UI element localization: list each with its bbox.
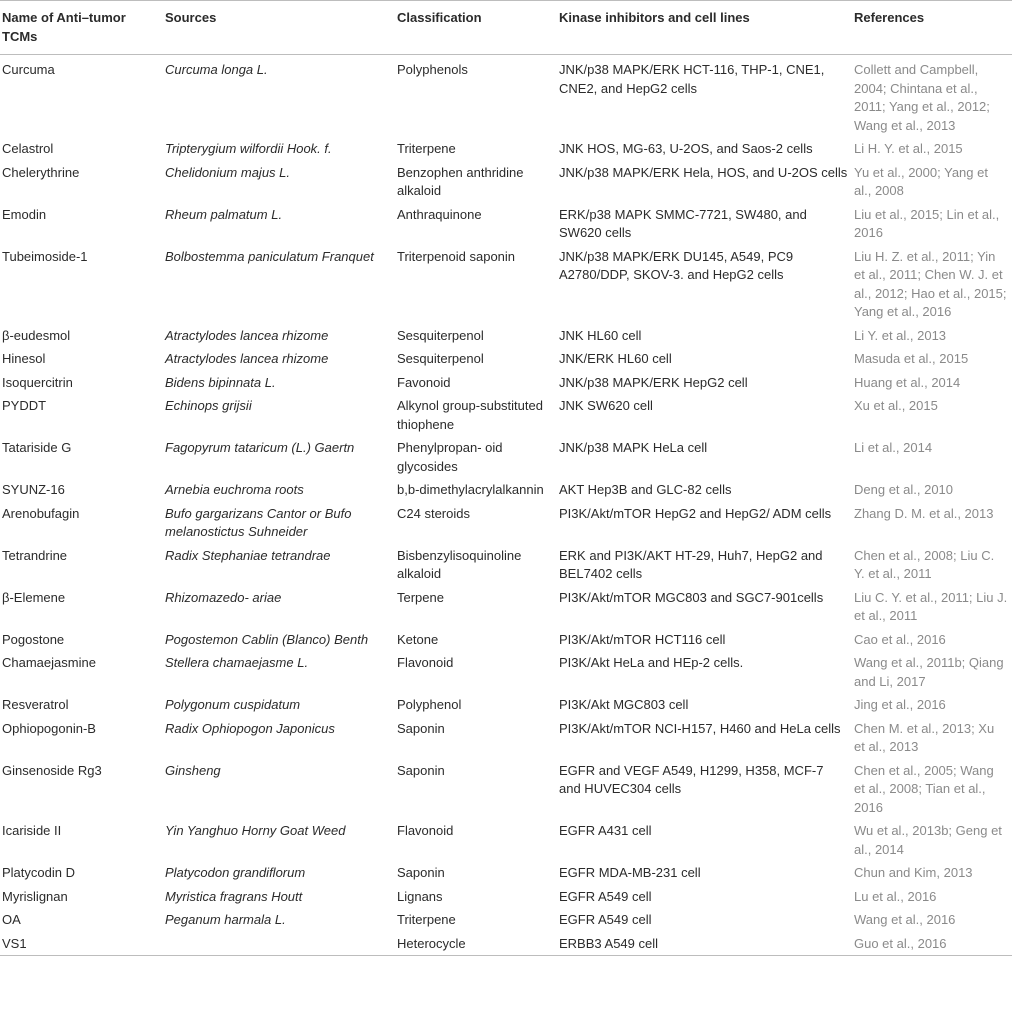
cell-references: Li Y. et al., 2013 [854, 327, 947, 343]
cell-classification: Sesquiterpenol [397, 327, 484, 343]
cell-kinase: JNK/p38 MAPK/ERK Hela, HOS, and U-2OS cells [559, 164, 848, 180]
cell-name: Celastrol [2, 141, 54, 156]
cell-kinase: ERK and PI3K/AKT HT-29, Huh7, HepG2 and BEL7402 cells [559, 547, 823, 581]
cell-name: Tetrandrine [2, 547, 68, 563]
cell-references: Wang et al., 2016 [854, 912, 956, 927]
table-row [0, 819, 1012, 861]
cell-source: Yin Yanghuo Horny Goat Weed [165, 823, 346, 838]
cell-name: Isoquercitrin [2, 374, 73, 390]
cell-classification: Flavonoid [397, 655, 454, 670]
cell-source: Radix Stephaniae tetrandrae [165, 547, 331, 563]
cell-references: Wang et al., 2011b; Qiang and Li, 2017 [854, 655, 1004, 689]
cell-name: SYUNZ-16 [2, 482, 65, 497]
cell-source: Rhizomazedo- ariae [165, 589, 282, 605]
table-row [0, 502, 1012, 544]
cell-classification: Alkynol group-substituted thiophene [397, 398, 543, 432]
cell-kinase: PI3K/Akt/mTOR MGC803 and SGC7-901cells [559, 589, 824, 605]
cell-references: Zhang D. M. et al., 2013 [854, 505, 994, 521]
cell-name: Tatariside G [2, 440, 72, 455]
cell-source: Curcuma longa L. [165, 62, 268, 77]
cell-classification: b,b-dimethylacrylalkannin [397, 482, 544, 497]
cell-references: Li H. Y. et al., 2015 [854, 141, 963, 156]
cell-references: Collett and Campbell, 2004; Chintana et al., 2011; Yang et al., 2012; Wang et al., 2013 [854, 62, 990, 133]
cell-kinase: JNK HOS, MG-63, U-2OS, and Saos-2 cells [559, 141, 813, 156]
table-row [0, 717, 1012, 759]
cell-source: Atractylodes lancea rhizome [165, 351, 329, 366]
cell-kinase: PI3K/Akt/mTOR HepG2 and HepG2/ ADM cells [559, 505, 832, 521]
cell-references: Jing et al., 2016 [854, 697, 946, 712]
header-kinase: Kinase inhibitors and cell lines [559, 10, 750, 25]
header-classification: Classification [397, 10, 482, 25]
cell-source: Rheum palmatum L. [165, 206, 283, 222]
cell-name: Emodin [2, 206, 47, 222]
cell-kinase: AKT Hep3B and GLC-82 cells [559, 482, 732, 497]
cell-kinase: EGFR MDA-MB-231 cell [559, 865, 701, 880]
cell-name: Hinesol [2, 351, 46, 366]
cell-name: Platycodin D [2, 865, 75, 880]
cell-classification: Benzophen anthridine alkaloid [397, 164, 524, 198]
cell-kinase: EGFR A431 cell [559, 823, 652, 838]
table-row [0, 55, 1012, 138]
cell-classification: Phenylpropan- oid glycosides [397, 440, 503, 474]
table-row [0, 245, 1012, 324]
cell-kinase: JNK/p38 MAPK/ERK DU145, A549, PC9 A2780/DDP, SKOV-3. and HepG2 cells [559, 248, 794, 282]
cell-classification: Flavonoid [397, 823, 454, 838]
cell-references: Liu et al., 2015; Lin et al., 2016 [854, 206, 1000, 240]
cell-source: Ginsheng [165, 762, 221, 778]
cell-references: Liu H. Z. et al., 2011; Yin et al., 2011; Chen W. J. et al., 2012; Hao et al., 2015; Yang et al., 2016 [854, 248, 1007, 319]
cell-name: β-eudesmol [2, 327, 71, 343]
cell-classification: Saponin [397, 720, 445, 736]
cell-name: Arenobufagin [2, 505, 80, 521]
cell-source: Bufo gargarizans Cantor or Bufo melanostictus Suhneider [165, 505, 352, 539]
header-references: References [854, 10, 925, 25]
cell-references: Chen et al., 2005; Wang et al., 2008; Tian et al., 2016 [854, 762, 994, 815]
cell-source: Bolbostemma paniculatum Franquet [165, 248, 374, 264]
cell-name: Chamaejasmine [2, 655, 96, 670]
cell-classification: Polyphenols [397, 62, 468, 77]
cell-kinase: JNK HL60 cell [559, 327, 642, 343]
cell-source: Atractylodes lancea rhizome [165, 327, 329, 343]
cell-classification: C24 steroids [397, 505, 470, 521]
cell-kinase: ERK/p38 MAPK SMMC-7721, SW480, and SW620 cells [559, 206, 807, 240]
cell-source: Pogostemon Cablin (Blanco) Benth [165, 631, 369, 647]
cell-source: Radix Ophiopogon Japonicus [165, 720, 335, 736]
table-row [0, 908, 1012, 932]
table-row [0, 347, 1012, 371]
header-name: Name of Anti–tumor TCMs [2, 10, 126, 44]
cell-classification: Favonoid [397, 374, 451, 390]
cell-kinase: EGFR A549 cell [559, 912, 652, 927]
cell-classification: Anthraquinone [397, 206, 482, 222]
cell-references: Guo et al., 2016 [854, 935, 947, 951]
cell-kinase: JNK/p38 MAPK HeLa cell [559, 440, 708, 455]
cell-kinase: EGFR and VEGF A549, H1299, H358, MCF-7 and HUVEC304 cells [559, 762, 824, 796]
cell-source: Stellera chamaejasme L. [165, 655, 309, 670]
cell-kinase: PI3K/Akt HeLa and HEp-2 cells. [559, 655, 744, 670]
cell-references: Yu et al., 2000; Yang et al., 2008 [854, 164, 988, 198]
cell-kinase: EGFR A549 cell [559, 888, 652, 904]
cell-name: Myrislignan [2, 888, 68, 904]
cell-name: Icariside II [2, 823, 62, 838]
cell-references: Masuda et al., 2015 [854, 351, 969, 366]
cell-classification: Triterpenoid saponin [397, 248, 516, 264]
cell-references: Xu et al., 2015 [854, 398, 938, 413]
cell-name: β-Elemene [2, 589, 66, 605]
cell-source: Echinops grijsii [165, 398, 252, 413]
cell-classification: Ketone [397, 631, 439, 647]
table-row [0, 436, 1012, 478]
cell-source: Chelidonium majus L. [165, 164, 291, 180]
table-row [0, 651, 1012, 693]
cell-name: Tubeimoside-1 [2, 248, 88, 264]
cell-name: PYDDT [2, 398, 47, 413]
cell-name: OA [2, 912, 21, 927]
cell-source: Arnebia euchroma roots [165, 482, 304, 497]
header-row [0, 1, 1012, 55]
cell-source: Platycodon grandiflorum [165, 865, 306, 880]
cell-references: Wu et al., 2013b; Geng et al., 2014 [854, 823, 1002, 857]
cell-references: Chen et al., 2008; Liu C. Y. et al., 2011 [854, 547, 995, 581]
cell-name: Resveratrol [2, 697, 69, 712]
cell-source: Peganum harmala L. [165, 912, 286, 927]
cell-references: Cao et al., 2016 [854, 631, 946, 647]
cell-classification: Heterocycle [397, 935, 466, 951]
cell-classification: Lignans [397, 888, 443, 904]
cell-name: Ginsenoside Rg3 [2, 762, 102, 778]
table-row [0, 478, 1012, 502]
cell-classification: Bisbenzylisoquinoline alkaloid [397, 547, 522, 581]
cell-references: Deng et al., 2010 [854, 482, 954, 497]
cell-source: Polygonum cuspidatum [165, 697, 301, 712]
cell-references: Li et al., 2014 [854, 440, 933, 455]
cell-references: Liu C. Y. et al., 2011; Liu J. et al., 2011 [854, 589, 1008, 623]
cell-kinase: JNK SW620 cell [559, 398, 653, 413]
table-row [0, 324, 1012, 348]
cell-classification: Terpene [397, 589, 444, 605]
table-row [0, 544, 1012, 586]
table-row [0, 586, 1012, 628]
cell-kinase: JNK/ERK HL60 cell [559, 351, 672, 366]
cell-name: VS1 [2, 935, 27, 951]
cell-name: Chelerythrine [2, 164, 80, 180]
table-row [0, 371, 1012, 395]
table-row [0, 203, 1012, 245]
cell-name: Pogostone [2, 631, 65, 647]
cell-references: Huang et al., 2014 [854, 374, 961, 390]
table-row [0, 932, 1012, 956]
cell-source: Tripterygium wilfordii Hook. f. [165, 141, 332, 156]
cell-name: Curcuma [2, 62, 55, 77]
table-row [0, 885, 1012, 909]
table-row [0, 161, 1012, 203]
cell-kinase: PI3K/Akt MGC803 cell [559, 697, 689, 712]
table-row [0, 861, 1012, 885]
cell-references: Lu et al., 2016 [854, 888, 937, 904]
cell-references: Chen M. et al., 2013; Xu et al., 2013 [854, 720, 995, 754]
cell-kinase: JNK/p38 MAPK/ERK HCT-116, THP-1, CNE1, CNE2, and HepG2 cells [559, 62, 825, 96]
cell-name: Ophiopogonin-B [2, 720, 96, 736]
cell-source: Myristica fragrans Houtt [165, 888, 303, 904]
cell-kinase: JNK/p38 MAPK/ERK HepG2 cell [559, 374, 748, 390]
table-row [0, 394, 1012, 436]
cell-classification: Sesquiterpenol [397, 351, 484, 366]
cell-source: Fagopyrum tataricum (L.) Gaertn [165, 440, 355, 455]
cell-classification: Polyphenol [397, 697, 462, 712]
table-row [0, 759, 1012, 820]
cell-references: Chun and Kim, 2013 [854, 865, 973, 880]
cell-classification: Triterpene [397, 141, 456, 156]
cell-source [163, 932, 395, 956]
table-row [0, 628, 1012, 652]
cell-kinase: ERBB3 A549 cell [559, 935, 659, 951]
cell-kinase: PI3K/Akt/mTOR NCI-H157, H460 and HeLa cells [559, 720, 841, 736]
header-sources: Sources [165, 10, 217, 25]
cell-kinase: PI3K/Akt/mTOR HCT116 cell [559, 631, 726, 647]
table-row [0, 137, 1012, 161]
table-row [0, 693, 1012, 717]
cell-classification: Triterpene [397, 912, 456, 927]
cell-classification: Saponin [397, 865, 445, 880]
cell-source: Bidens bipinnata L. [165, 374, 276, 390]
cell-classification: Saponin [397, 762, 445, 778]
